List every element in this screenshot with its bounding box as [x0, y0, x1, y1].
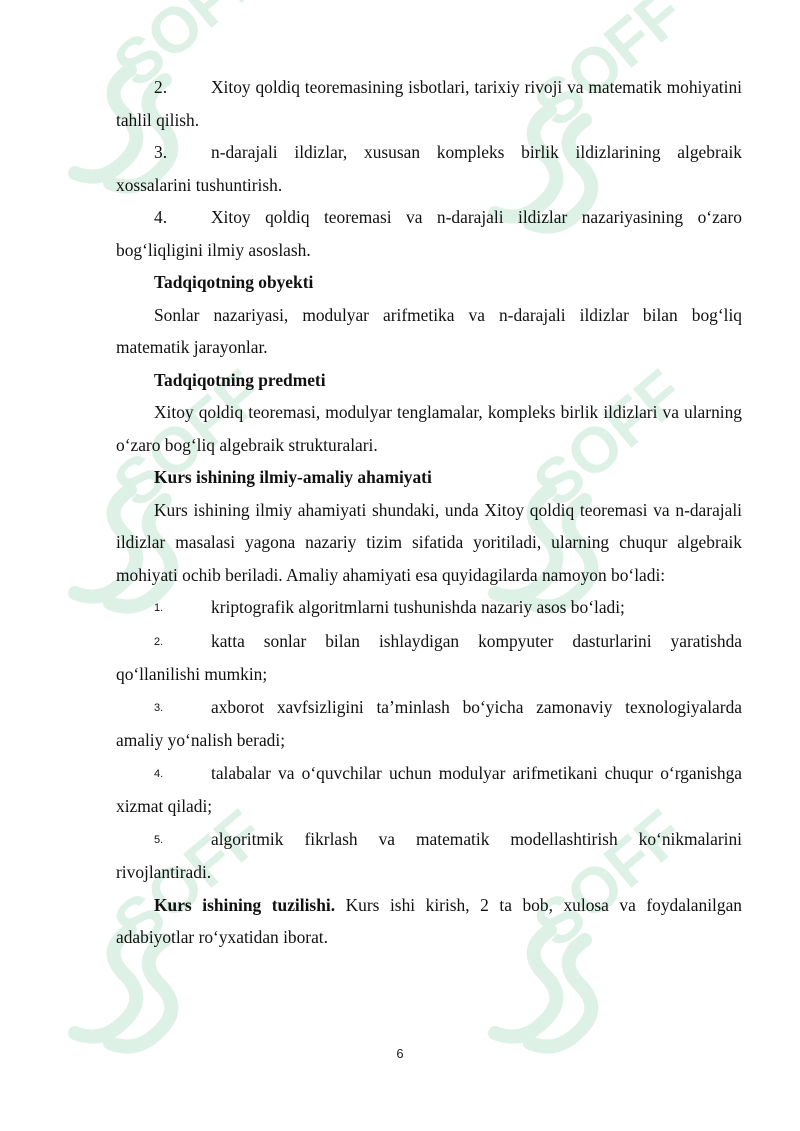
list-item: [116, 757, 742, 823]
list-text: axborot xavfsizligini ta’minlash bo‘yicha zamonaviy texnologiyalarda amaliy yo‘nalish beradi;: [116, 696, 742, 750]
list-number: 4.: [154, 207, 168, 227]
structure-text: Kurs ishi kirish, 2 ta bob, xulosa va foydalanilgan adabiyotlar ro‘yxatidan iborat.: [116, 894, 742, 947]
section-text-object: Sonlar nazariyasi, modulyar arifmetika va n-darajali ildizlar bilan bog‘liq matematik jarayonlar.: [116, 304, 742, 357]
list-text: n-darajali ildizlar, xususan kompleks birlik ildizlarining algebraik xossalarini tushuntirish.: [116, 142, 742, 195]
section-heading-significance: Kurs ishining ilmiy-amaliy ahamiyati: [154, 467, 432, 487]
list-text: Xitoy qoldiq teoremasining isbotlari, tarixiy rivoji va matematik mohiyatini tahlil qilish.: [116, 77, 742, 130]
list-text: kriptografik algoritmlarni tushunishda nazariy asos bo‘ladi;: [211, 597, 625, 617]
list-item: [116, 625, 742, 691]
list-item: [116, 823, 742, 889]
section-text-significance: Kurs ishining ilmiy ahamiyati shundaki, unda Xitoy qoldiq teoremasi va n-darajali ildizlar masalasi yagona nazariy tizim sifatida yoritiladi, ularning chuqur algebraik mohiyati ochib beriladi. Amaliy ahamiyati esa quyidagilarda namoyon bo‘ladi:: [116, 499, 742, 585]
list-number: 5.: [154, 833, 164, 846]
document-body: [116, 71, 742, 954]
list-number: 3.: [154, 701, 164, 714]
page-number: 6: [396, 1046, 404, 1061]
list-item: [116, 591, 742, 625]
list-text: algoritmik fikrlash va matematik modellashtirish ko‘nikmalarini rivojlantiradi.: [116, 828, 742, 882]
list-number: 4.: [154, 767, 164, 780]
structure-lead: Kurs ishining tuzilishi.: [154, 894, 336, 915]
list-text: Xitoy qoldiq teoremasi va n-darajali ildizlar nazariyasining o‘zaro bog‘liqligini ilmiy asoslash.: [116, 207, 742, 260]
list-item: [116, 691, 742, 757]
list-text: katta sonlar bilan ishlaydigan kompyuter dasturlarini yaratishda qo‘llanilishi mumkin;: [116, 630, 742, 684]
list-item: [116, 71, 742, 136]
section-text-subject: Xitoy qoldiq teoremasi, modulyar tenglamalar, kompleks birlik ildizlari va ularning o‘zaro bog‘liq algebraik strukturalari.: [116, 402, 742, 455]
section-heading-subject: Tadqiqotning predmeti: [154, 369, 326, 390]
list-text: talabalar va o‘quvchilar uchun modulyar arifmetikani chuqur o‘rganishga xizmat qiladi;: [116, 762, 742, 816]
section-structure: [116, 889, 742, 954]
list-number: 3.: [154, 142, 168, 162]
list-item: [116, 201, 742, 266]
significance-list: [116, 591, 742, 889]
section-heading-object: Tadqiqotning obyekti: [154, 272, 314, 292]
list-item: [116, 136, 742, 201]
list-number: 1.: [154, 602, 164, 614]
list-number: 2.: [154, 635, 164, 648]
objectives-list: [116, 71, 742, 266]
list-number: 2.: [154, 77, 168, 97]
